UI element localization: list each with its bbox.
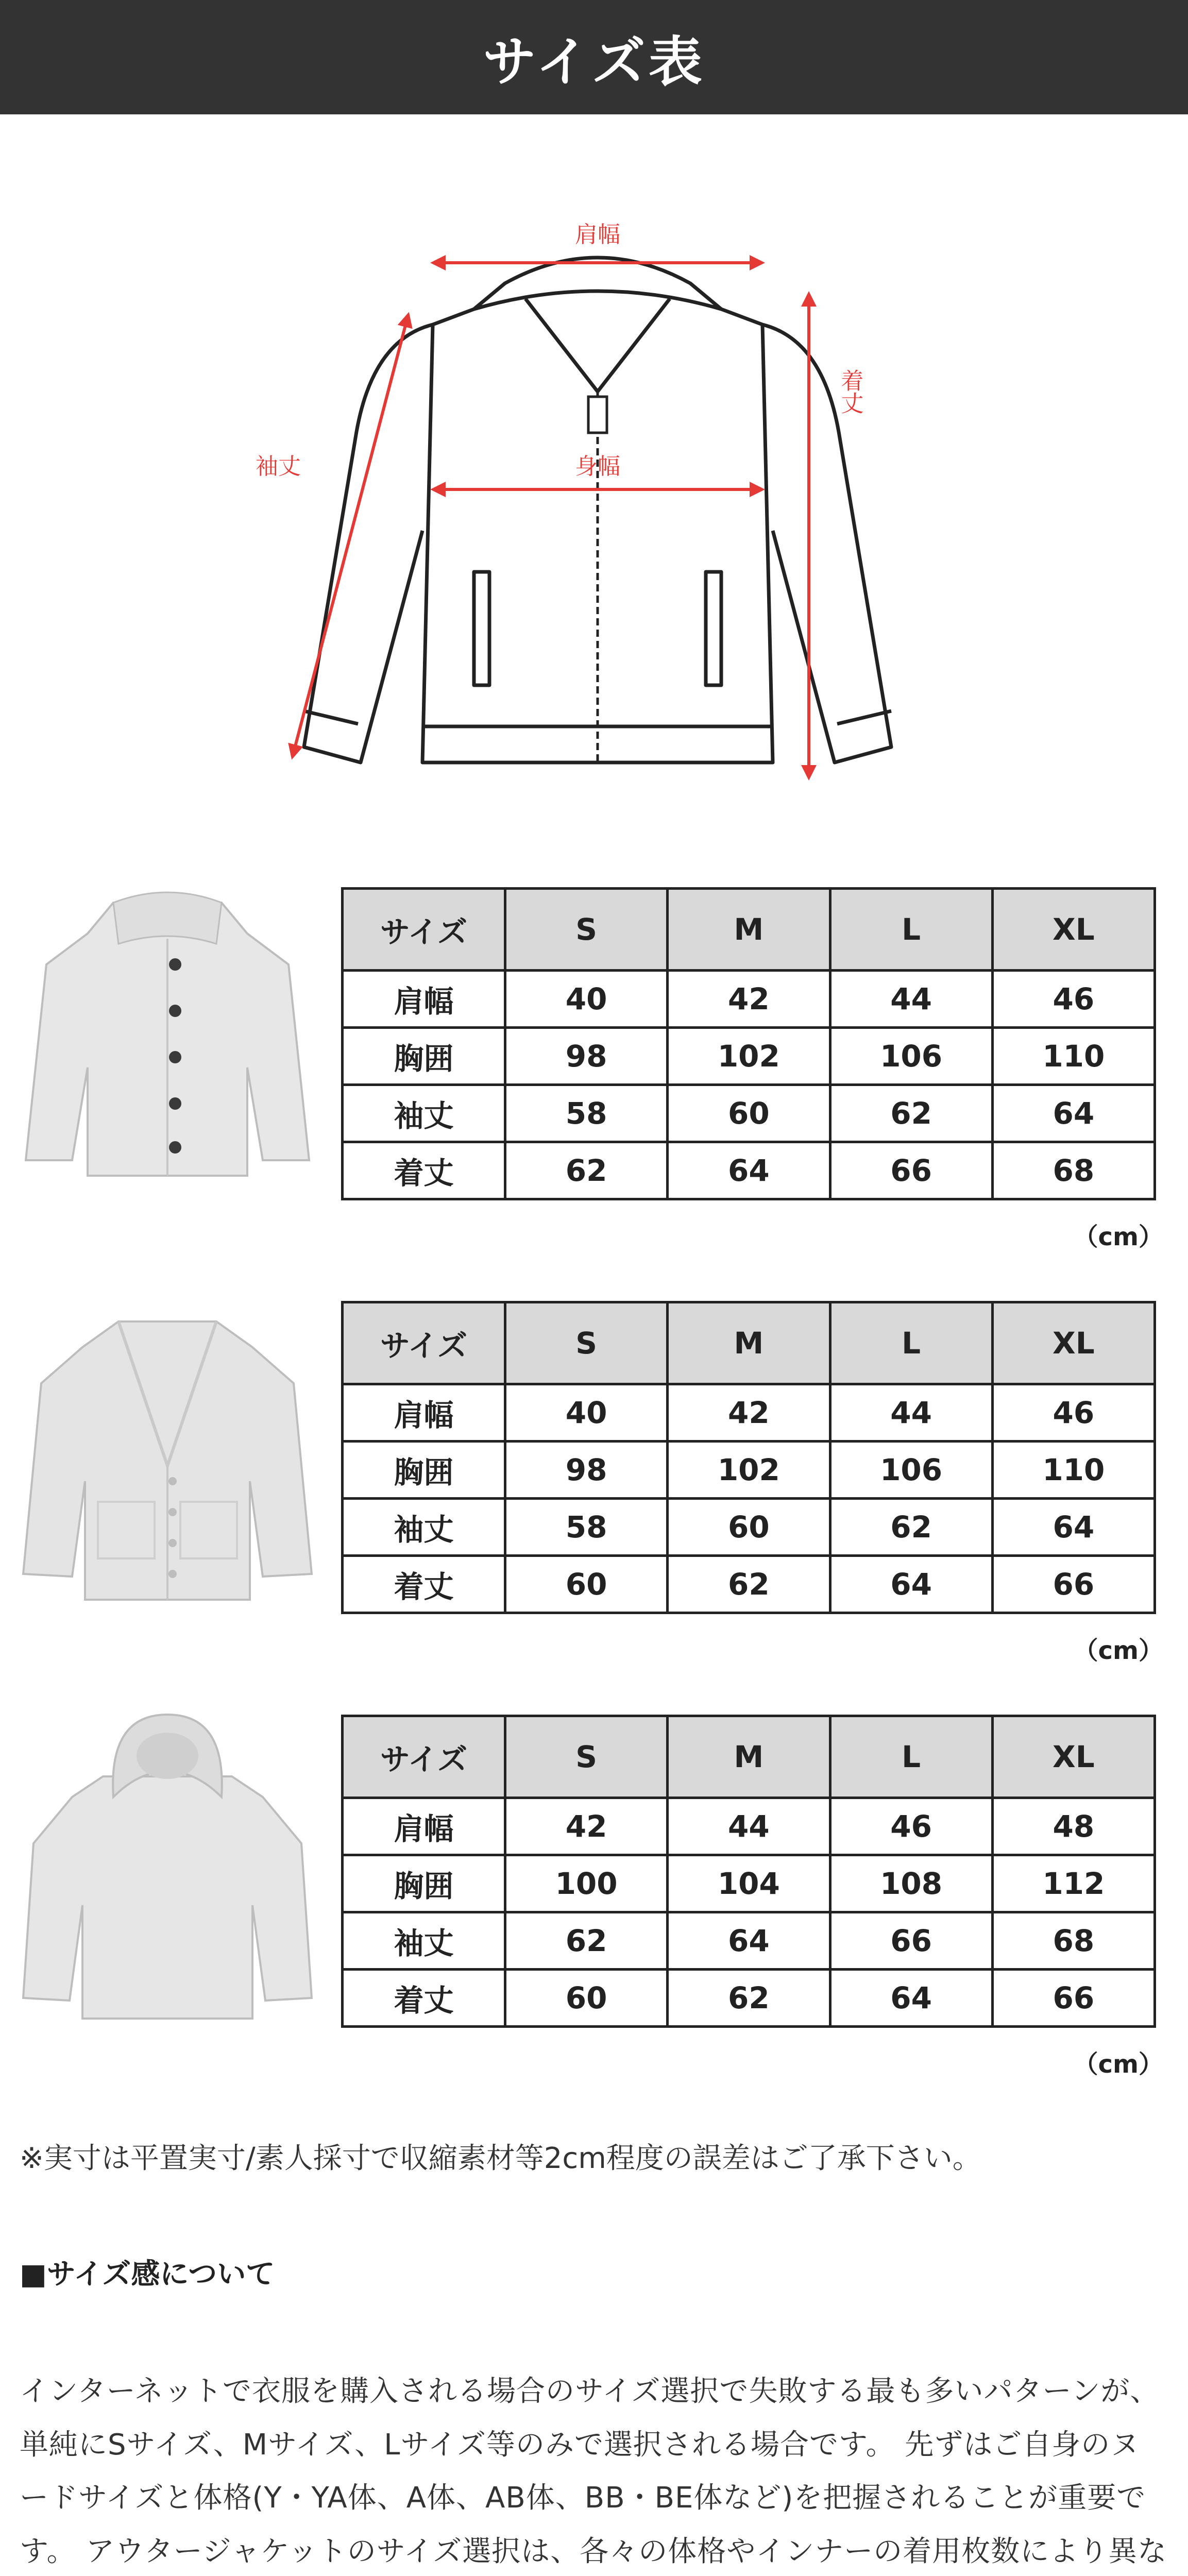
row-label: 袖丈 <box>343 1499 505 1556</box>
row-label: 袖丈 <box>343 1912 505 1970</box>
table-header-row <box>343 1302 1155 1384</box>
table-row <box>343 1142 1155 1199</box>
fit-heading: ■サイズ感について <box>20 2258 275 2291</box>
table-cell: 60 <box>668 1499 830 1556</box>
table-cell: 46 <box>830 1798 992 1855</box>
row-label: 着丈 <box>343 1970 505 2027</box>
table-row <box>343 1085 1155 1142</box>
size-table-1 <box>341 887 1156 1200</box>
table-cell: 60 <box>505 1556 668 1613</box>
row-label: 着丈 <box>343 1556 505 1613</box>
table-cell: 40 <box>505 1384 668 1442</box>
header-cell: XL <box>992 1302 1155 1384</box>
table-cell: 42 <box>505 1798 668 1855</box>
table-cell: 104 <box>668 1855 830 1912</box>
table-cell: 62 <box>505 1912 668 1970</box>
shoulder-width-label: 肩幅 <box>575 222 620 248</box>
table-cell: 64 <box>830 1970 992 2027</box>
row-label: 胸囲 <box>343 1442 505 1499</box>
table-cell: 106 <box>830 1442 992 1499</box>
table-cell: 102 <box>668 1028 830 1085</box>
header-cell: S <box>505 1716 668 1798</box>
product-2-section <box>0 1301 1188 1672</box>
table-row <box>343 1384 1155 1442</box>
table-cell: 64 <box>668 1912 830 1970</box>
header-cell: S <box>505 889 668 971</box>
row-label: 肩幅 <box>343 1798 505 1855</box>
table-cell: 44 <box>830 971 992 1028</box>
header-cell: サイズ <box>343 1302 505 1384</box>
header-cell: XL <box>992 889 1155 971</box>
total-length-label: 着丈 <box>837 369 863 414</box>
table-row <box>343 1499 1155 1556</box>
table-cell: 110 <box>992 1442 1155 1499</box>
row-label: 袖丈 <box>343 1085 505 1142</box>
header-cell: M <box>668 1716 830 1798</box>
disclaimer-note: ※実寸は平置実寸/素人採寸で収縮素材等2cm程度の誤差はご了承下さい。 <box>20 2142 981 2175</box>
product-1-section <box>0 887 1188 1258</box>
table-cell: 62 <box>830 1085 992 1142</box>
table-cell: 64 <box>668 1142 830 1199</box>
row-label: 着丈 <box>343 1142 505 1199</box>
unit-label: （cm） <box>1073 1223 1163 1251</box>
row-label: 胸囲 <box>343 1855 505 1912</box>
header-cell: L <box>830 1716 992 1798</box>
table-cell: 62 <box>668 1970 830 2027</box>
table-cell: 68 <box>992 1912 1155 1970</box>
table-row <box>343 1855 1155 1912</box>
table-cell: 102 <box>668 1442 830 1499</box>
table-cell: 106 <box>830 1028 992 1085</box>
table-row <box>343 1798 1155 1855</box>
product-3-section <box>0 1715 1188 2086</box>
table-cell: 64 <box>992 1085 1155 1142</box>
table-cell: 66 <box>830 1912 992 1970</box>
table-cell: 44 <box>668 1798 830 1855</box>
table-cell: 98 <box>505 1028 668 1085</box>
table-cell: 62 <box>830 1499 992 1556</box>
table-cell: 108 <box>830 1855 992 1912</box>
table-cell: 64 <box>830 1556 992 1613</box>
sleeve-length-label: 袖丈 <box>256 453 301 480</box>
table-cell: 64 <box>992 1499 1155 1556</box>
measurement-diagram <box>216 170 999 814</box>
header-cell: L <box>830 1302 992 1384</box>
header-cell: サイズ <box>343 889 505 971</box>
table-cell: 62 <box>668 1556 830 1613</box>
fit-paragraph: インターネットで衣服を購入される場合のサイズ選択で失敗する最も多いパターンが、単純にSサイズ、Mサイズ、Lサイズ等のみで選択される場合です。 先ずはご自身のヌードサイズと体格(Y・YA体、A体、AB体、BB・BE体など)を把握されることが重要です。 アウタージャケットのサイズ選択は、各々の体格やインナーの着用枚数により異な <box>20 2375 1167 2568</box>
table-cell: 62 <box>505 1142 668 1199</box>
header-cell: XL <box>992 1716 1155 1798</box>
header-cell: サイズ <box>343 1716 505 1798</box>
row-label: 胸囲 <box>343 1028 505 1085</box>
table-row <box>343 1028 1155 1085</box>
table-row <box>343 1556 1155 1613</box>
table-row <box>343 1912 1155 1970</box>
table-cell: 110 <box>992 1028 1155 1085</box>
jacket-outline-diagram <box>216 170 999 814</box>
size-table-3 <box>341 1715 1156 2028</box>
row-label: 肩幅 <box>343 1384 505 1442</box>
page-header <box>0 0 1188 114</box>
table-cell: 42 <box>668 971 830 1028</box>
table-row <box>343 1970 1155 2027</box>
product-2-image <box>21 1296 314 1615</box>
product-1-image <box>21 872 314 1191</box>
table-cell: 66 <box>830 1142 992 1199</box>
table-row <box>343 1442 1155 1499</box>
table-cell: 48 <box>992 1798 1155 1855</box>
header-cell: M <box>668 889 830 971</box>
page-title: サイズ表 <box>483 30 705 93</box>
unit-label: （cm） <box>1073 2050 1163 2079</box>
table-cell: 58 <box>505 1085 668 1142</box>
table-cell: 60 <box>668 1085 830 1142</box>
header-cell: M <box>668 1302 830 1384</box>
table-header-row <box>343 889 1155 971</box>
table-row <box>343 971 1155 1028</box>
table-cell: 46 <box>992 971 1155 1028</box>
table-cell: 98 <box>505 1442 668 1499</box>
table-cell: 40 <box>505 971 668 1028</box>
table-cell: 58 <box>505 1499 668 1556</box>
table-cell: 66 <box>992 1970 1155 2027</box>
table-cell: 112 <box>992 1855 1155 1912</box>
row-label: 肩幅 <box>343 971 505 1028</box>
body-width-label: 身幅 <box>575 453 620 480</box>
table-header-row <box>343 1716 1155 1798</box>
header-cell: S <box>505 1302 668 1384</box>
size-table-2 <box>341 1301 1156 1614</box>
table-cell: 100 <box>505 1855 668 1912</box>
table-cell: 44 <box>830 1384 992 1442</box>
table-cell: 60 <box>505 1970 668 2027</box>
table-cell: 68 <box>992 1142 1155 1199</box>
header-cell: L <box>830 889 992 971</box>
unit-label: （cm） <box>1073 1636 1163 1665</box>
table-cell: 46 <box>992 1384 1155 1442</box>
product-3-image <box>21 1709 314 2029</box>
table-cell: 42 <box>668 1384 830 1442</box>
table-cell: 66 <box>992 1556 1155 1613</box>
